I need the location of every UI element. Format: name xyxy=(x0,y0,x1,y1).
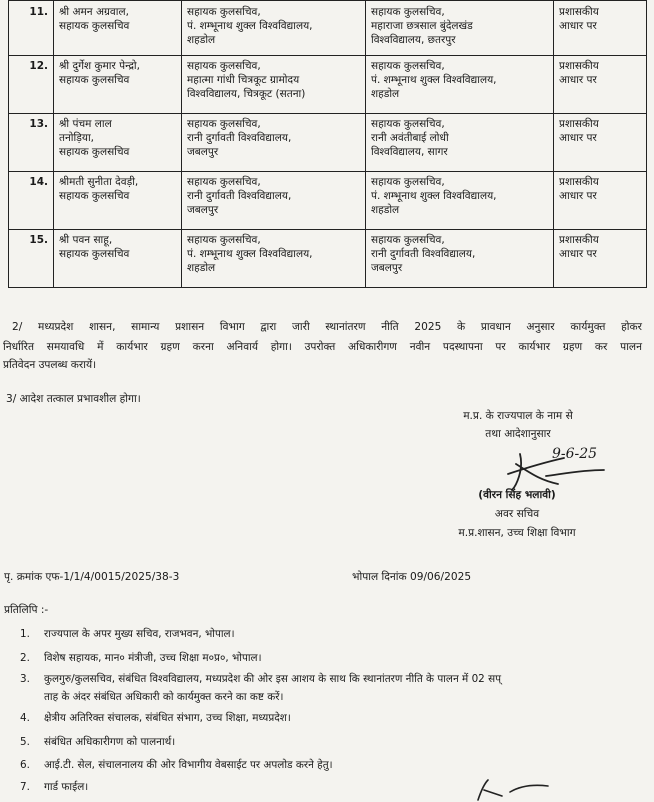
cell-line: सहायक कुलसचिव xyxy=(59,190,130,202)
signature-block xyxy=(418,407,618,443)
signature-authority: म.प्र. के राज्यपाल के नाम से xyxy=(463,410,573,422)
table-row xyxy=(9,230,647,288)
table-cell-name xyxy=(54,56,182,114)
para-3: 3/ आदेश तत्काल प्रभावशील होगा। xyxy=(6,393,141,405)
table-cell-current xyxy=(182,1,366,56)
cell-line: पं. शम्भूनाथ शुक्ल विश्वविद्यालय, xyxy=(371,74,497,86)
table-cell-current xyxy=(182,230,366,288)
cell-line: शहडोल xyxy=(371,88,400,100)
cell-line: विश्वविद्यालय, सागर xyxy=(371,146,448,158)
cell-line: सहायक कुलसचिव xyxy=(59,74,130,86)
cell-line: सहायक कुलसचिव, xyxy=(187,6,261,18)
officer-department: म.प्र.शासन, उच्च शिक्षा विभाग xyxy=(458,527,576,539)
officer-name: (वीरन सिंह भलावी) xyxy=(478,489,556,501)
copy-list-number: 2. xyxy=(20,652,30,664)
table-cell-num: 12. xyxy=(9,56,54,114)
table-cell-reason xyxy=(554,230,647,288)
cell-line: सहायक कुलसचिव, xyxy=(371,6,445,18)
cell-line: सहायक कुलसचिव, xyxy=(187,118,261,130)
table-cell-name xyxy=(54,230,182,288)
cell-line: प्रशासकीय xyxy=(559,234,599,246)
officer-designation: अवर सचिव xyxy=(494,508,540,520)
table-cell-num: 15. xyxy=(9,230,54,288)
cell-line: सहायक कुलसचिव, xyxy=(187,234,261,246)
cell-line: पं. शम्भूनाथ शुक्ल विश्वविद्यालय, xyxy=(187,248,313,260)
para-2 xyxy=(12,319,642,335)
cell-line: शहडोल xyxy=(187,262,216,274)
table-cell-reason xyxy=(554,56,647,114)
cell-line: सहायक कुलसचिव xyxy=(59,248,130,260)
cell-line: सहायक कुलसचिव, xyxy=(371,176,445,188)
cell-line: सहायक कुलसचिव xyxy=(59,146,130,158)
cell-line: सहायक कुलसचिव, xyxy=(187,176,261,188)
cell-line: आधार पर xyxy=(559,248,597,260)
copy-list-text: आई.टी. सेल, संचालनालय की ओर विभागीय वेबसाईट पर अपलोड करने हेतु। xyxy=(44,759,333,771)
table-row xyxy=(9,1,647,56)
cell-line: पं. शम्भूनाथ शुक्ल विश्वविद्यालय, xyxy=(187,20,313,32)
copy-list-item xyxy=(20,758,333,772)
copy-list-text: कुलगुरु/कुलसचिव, संबंधित विश्वविद्यालय, मध्यप्रदेश की ओर इस आशय के साथ कि स्थानांतरण नीति के पालन में 02 सप् xyxy=(44,673,502,685)
officer-block xyxy=(432,486,602,543)
copy-list-number: 1. xyxy=(20,628,30,640)
cell-line: आधार पर xyxy=(559,74,597,86)
cell-line: श्री पंचम लाल xyxy=(59,118,112,130)
table-cell-transfer xyxy=(366,56,554,114)
cell-line: महाराजा छत्रसाल बुंदेलखंड xyxy=(371,20,473,32)
copy-list-item xyxy=(20,627,235,641)
handwritten-initial-icon xyxy=(470,778,560,802)
cell-line: श्री दुर्गेश कुमार पेन्द्रो, xyxy=(59,60,140,72)
cell-line: विश्वविद्यालय, चित्रकूट (सतना) xyxy=(187,88,306,100)
table-cell-transfer xyxy=(366,1,554,56)
cell-line: रानी दुर्गावती विश्वविद्यालय, xyxy=(371,248,476,260)
cell-line: शहडोल xyxy=(187,34,216,46)
copy-list-text: राज्यपाल के अपर मुख्य सचिव, राजभवन, भोपाल। xyxy=(44,628,235,640)
copy-list-item xyxy=(20,735,175,749)
cell-line: रानी अवंतीबाई लोधी xyxy=(371,132,449,144)
signature-by-order: तथा आदेशानुसार xyxy=(485,428,551,440)
transfer-table-body xyxy=(9,1,647,288)
cell-line: आधार पर xyxy=(559,20,597,32)
copy-list-number: 6. xyxy=(20,759,30,771)
table-cell-num: 11. xyxy=(9,1,54,56)
cell-line: श्रीमती सुनीता देवड़ी, xyxy=(59,176,139,188)
table-cell-num: 13. xyxy=(9,114,54,172)
cell-line: सहायक कुलसचिव, xyxy=(371,234,445,246)
table-cell-transfer xyxy=(366,230,554,288)
table-cell-transfer xyxy=(366,172,554,230)
cell-line: सहायक कुलसचिव, xyxy=(371,60,445,72)
cell-line: महात्मा गांधी चित्रकूट ग्रामोदय xyxy=(187,74,300,86)
table-cell-current xyxy=(182,114,366,172)
copy-list-text: गार्ड फाईल। xyxy=(44,781,89,793)
cell-line: श्री अमन अग्रवाल, xyxy=(59,6,129,18)
table-row xyxy=(9,56,647,114)
cell-line: जबलपुर xyxy=(187,204,219,216)
para-2-line-2: निर्धारित समयावधि में कार्यभार ग्रहण करना अनिवार्य होगा। उपरोक्त अधिकारीगण नवीन पदस्थापना पर कार्यभार ग्रहण कर पालन xyxy=(3,341,642,353)
copy-list-number: 5. xyxy=(20,736,30,748)
cell-line: रानी दुर्गावती विश्वविद्यालय, xyxy=(187,132,292,144)
table-cell-name xyxy=(54,1,182,56)
copy-list-number: 7. xyxy=(20,781,30,793)
copy-list-text: संबंधित अधिकारीगण को पालनार्थ। xyxy=(44,736,176,748)
cell-line: प्रशासकीय xyxy=(559,176,599,188)
cell-line: आधार पर xyxy=(559,190,597,202)
table-cell-name xyxy=(54,114,182,172)
copy-list-number: 4. xyxy=(20,712,30,724)
copy-heading: प्रतिलिपि :- xyxy=(4,604,49,616)
copy-list-number: 3. xyxy=(20,673,30,685)
para-2-line-3: प्रतिवेदन उपलब्ध करायें। xyxy=(3,359,97,371)
cell-line: सहायक कुलसचिव, xyxy=(187,60,261,72)
cell-line: सहायक कुलसचिव, xyxy=(371,118,445,130)
cell-line: जबलपुर xyxy=(371,262,403,274)
cell-line: जबलपुर xyxy=(187,146,219,158)
table-cell-transfer xyxy=(366,114,554,172)
table-cell-reason xyxy=(554,172,647,230)
copy-list-item xyxy=(20,711,291,725)
cell-line: प्रशासकीय xyxy=(559,6,599,18)
copy-list-text: विशेष सहायक, मान० मंत्रीजी, उच्च शिक्षा म०प्र०, भोपाल। xyxy=(44,652,262,664)
copy-list-item xyxy=(20,651,262,665)
table-cell-current xyxy=(182,56,366,114)
copy-list-text: ताह के अंदर संबंधित अधिकारी को कार्यमुक्त करने का कष्ट करें। xyxy=(44,691,284,703)
cell-line: श्री पवन साहू, xyxy=(59,234,113,246)
table-cell-reason xyxy=(554,1,647,56)
table-cell-current xyxy=(182,172,366,230)
cell-line: प्रशासकीय xyxy=(559,118,599,130)
copy-list-item xyxy=(20,780,88,794)
copy-list-item xyxy=(20,672,501,704)
para-2b xyxy=(3,339,642,355)
cell-line: विश्वविद्यालय, छतरपुर xyxy=(371,34,456,46)
cell-line: पं. शम्भूनाथ शुक्ल विश्वविद्यालय, xyxy=(371,190,497,202)
signature-date: 9-6-25 xyxy=(552,446,598,462)
para-2-line-1: 2/ मध्यप्रदेश शासन, सामान्य प्रशासन विभाग द्वारा जारी स्थानांतरण नीति 2025 के प्रावधान अनुसार कार्यमुक्त होकर xyxy=(12,321,642,333)
transfer-table xyxy=(8,0,647,288)
cell-line: शहडोल xyxy=(371,204,400,216)
table-cell-reason xyxy=(554,114,647,172)
endorsement-date: भोपाल दिनांक 09/06/2025 xyxy=(352,571,472,583)
table-row xyxy=(9,172,647,230)
cell-line: सहायक कुलसचिव xyxy=(59,20,130,32)
table-cell-num: 14. xyxy=(9,172,54,230)
cell-line: रानी दुर्गावती विश्वविद्यालय, xyxy=(187,190,292,202)
copy-list-text: क्षेत्रीय अतिरिक्त संचालक, संबंधित संभाग, उच्च शिक्षा, मध्यप्रदेश। xyxy=(44,712,291,724)
cell-line: प्रशासकीय xyxy=(559,60,599,72)
endorsement-number: पृ. क्रमांक एफ-1/1/4/0015/2025/38-3 xyxy=(4,571,180,583)
cell-line: तनोड़िया, xyxy=(59,132,95,144)
table-cell-name xyxy=(54,172,182,230)
cell-line: आधार पर xyxy=(559,132,597,144)
table-row xyxy=(9,114,647,172)
